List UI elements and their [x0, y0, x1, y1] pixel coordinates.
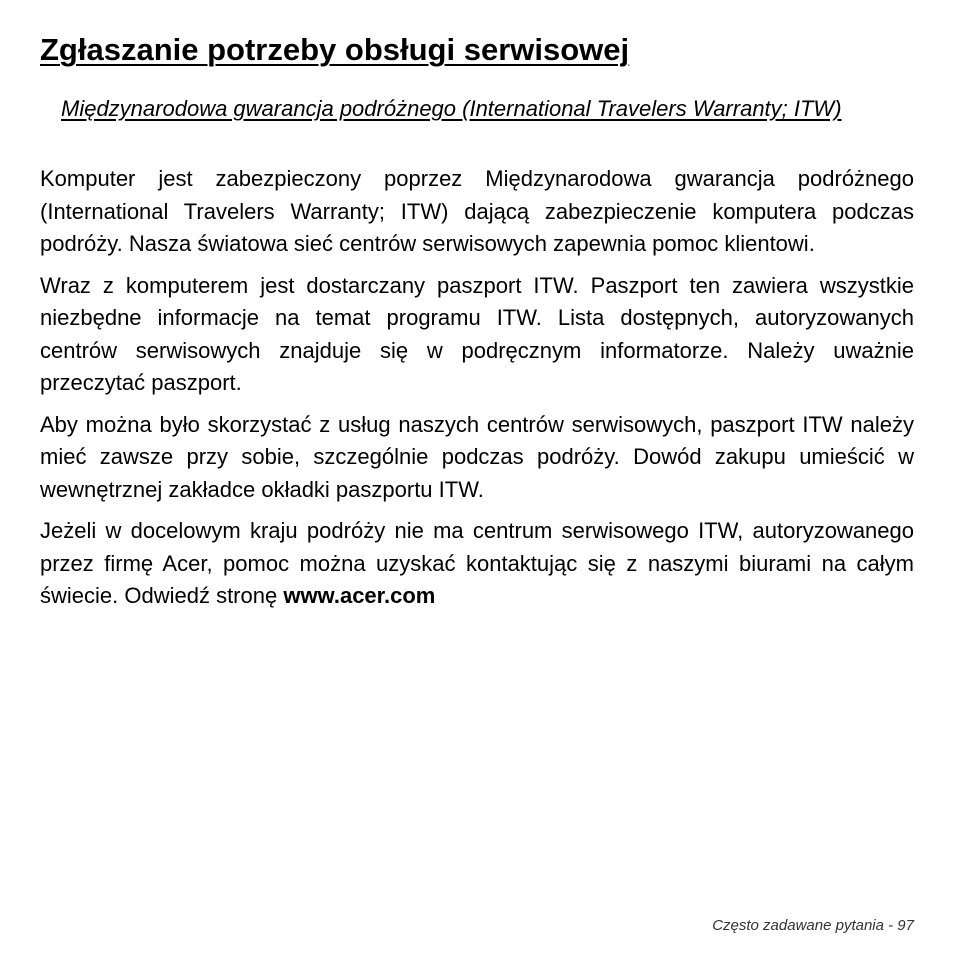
paragraph-4-text: Jeżeli w docelowym kraju podróży nie ma centrum serwisowego ITW, autoryzowanego przez firmę Acer, pomoc można uzyskać kontaktując się z naszymi biurami na całym świecie. Odwiedź stronę [40, 518, 914, 608]
section-subtitle: Międzynarodowa gwarancja podróżnego (International Travelers Warranty; ITW) [61, 96, 842, 121]
paragraph-3: Aby można było skorzystać z usług naszych centrów serwisowych, paszport ITW należy mieć zawsze przy sobie, szczególnie podczas podróży. Dowód zakupu umieścić w wewnętrznej zakładce okładki paszportu ITW. [40, 411, 914, 502]
paragraph-4 [40, 515, 914, 613]
paragraph-1: Komputer jest zabezpieczony poprzez Międzynarodowa gwarancja podróżnego (International Travelers Warranty; ITW) dającą zabezpieczenie komputera podczas podróży. Nasza światowa sieć centrów serwisowych zapewnia pomoc klientowi. [40, 166, 914, 256]
website-link[interactable]: www.acer.com [283, 583, 436, 608]
document-body [40, 163, 914, 622]
page-title: Zgłaszanie potrzeby obsługi serwisowej [40, 32, 630, 67]
paragraph-2: Wraz z komputerem jest dostarczany paszport ITW. Paszport ten zawiera wszystkie niezbędne informacje na temat programu ITW. Lista dostępnych, autoryzowanych centrów serwisowych znajduje się w podręcznym informatorze. Należy uważnie przeczytać paszport. [40, 272, 914, 395]
page-footer: Często zadawane pytania - 97 [712, 917, 914, 934]
